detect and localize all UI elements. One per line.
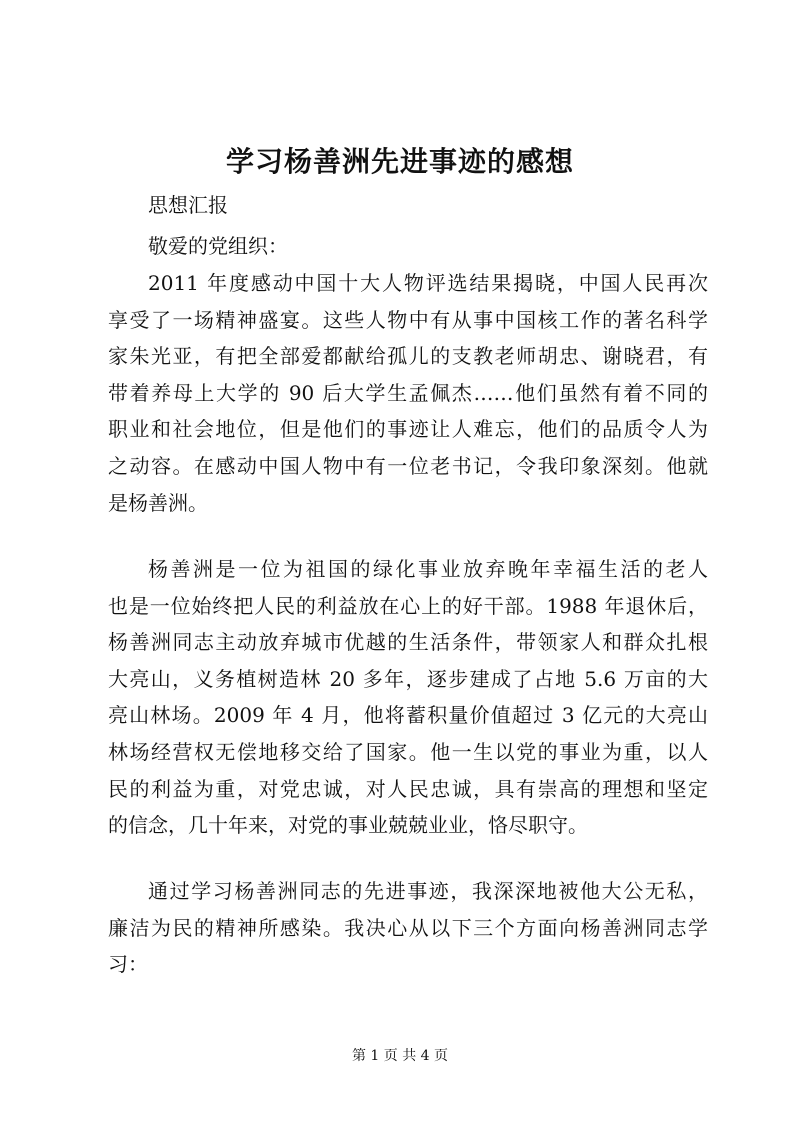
paragraph-line: 民的利益为重，对党忠诚，对人民忠诚，具有崇高的理想和坚定 bbox=[108, 776, 708, 801]
paragraph-line: 习： bbox=[108, 952, 148, 977]
paragraph-line: 享受了一场精神盛宴。这些人物中有从事中国核工作的著名科学 bbox=[108, 307, 708, 332]
paragraph-line: 之动容。在感动中国人物中有一位老书记，令我印象深刻。他就 bbox=[108, 453, 708, 478]
paragraph-line: 家朱光亚，有把全部爱都献给孤儿的支教老师胡忠、谢晓君，有 bbox=[108, 344, 708, 369]
paragraph-line: 杨善洲同志主动放弃城市优越的生活条件，带领家人和群众扎根 bbox=[108, 630, 708, 655]
paragraph-line: 亮山林场。2009 年 4 月，他将蓄积量价值超过 3 亿元的大亮山 bbox=[108, 703, 708, 728]
paragraph-line: 带着养母上大学的 90 后大学生孟佩杰……他们虽然有着不同的 bbox=[108, 380, 708, 405]
paragraph-line: 大亮山，义务植树造林 20 多年，逐步建成了占地 5.6 万亩的大 bbox=[108, 666, 708, 691]
paragraph-2 bbox=[108, 551, 708, 844]
paragraph-line: 是杨善洲。 bbox=[108, 490, 208, 515]
paragraph-line: 的信念，几十年来，对党的事业兢兢业业，恪尽职守。 bbox=[108, 813, 588, 838]
paragraph-line: 通过学习杨善洲同志的先进事迹，我深深地被他大公无私， bbox=[148, 879, 708, 903]
page-footer: 第 1 页 共 4 页 bbox=[351, 1048, 449, 1064]
paragraph-line: 2011 年度感动中国十大人物评选结果揭晓，中国人民再次 bbox=[148, 271, 708, 295]
document-category: 思想汇报 bbox=[148, 193, 228, 217]
salutation: 敬爱的党组织： bbox=[148, 234, 288, 258]
paragraph-line: 林场经营权无偿地移交给了国家。他一生以党的事业为重，以人 bbox=[108, 739, 708, 764]
paragraph-line: 廉洁为民的精神所感染。我决心从以下三个方面向杨善洲同志学 bbox=[108, 915, 708, 940]
paragraph-line: 职业和社会地位，但是他们的事迹让人难忘，他们的品质令人为 bbox=[108, 417, 708, 442]
document-title: 学习杨善洲先进事迹的感想 bbox=[225, 145, 574, 178]
paragraph-line: 也是一位始终把人民的利益放在心上的好干部。1988 年退休后， bbox=[108, 593, 708, 618]
paragraph-line: 杨善洲是一位为祖国的绿化事业放弃晚年幸福生活的老人 bbox=[148, 557, 708, 581]
paragraph-3 bbox=[108, 873, 708, 983]
paragraph-1 bbox=[108, 265, 708, 521]
